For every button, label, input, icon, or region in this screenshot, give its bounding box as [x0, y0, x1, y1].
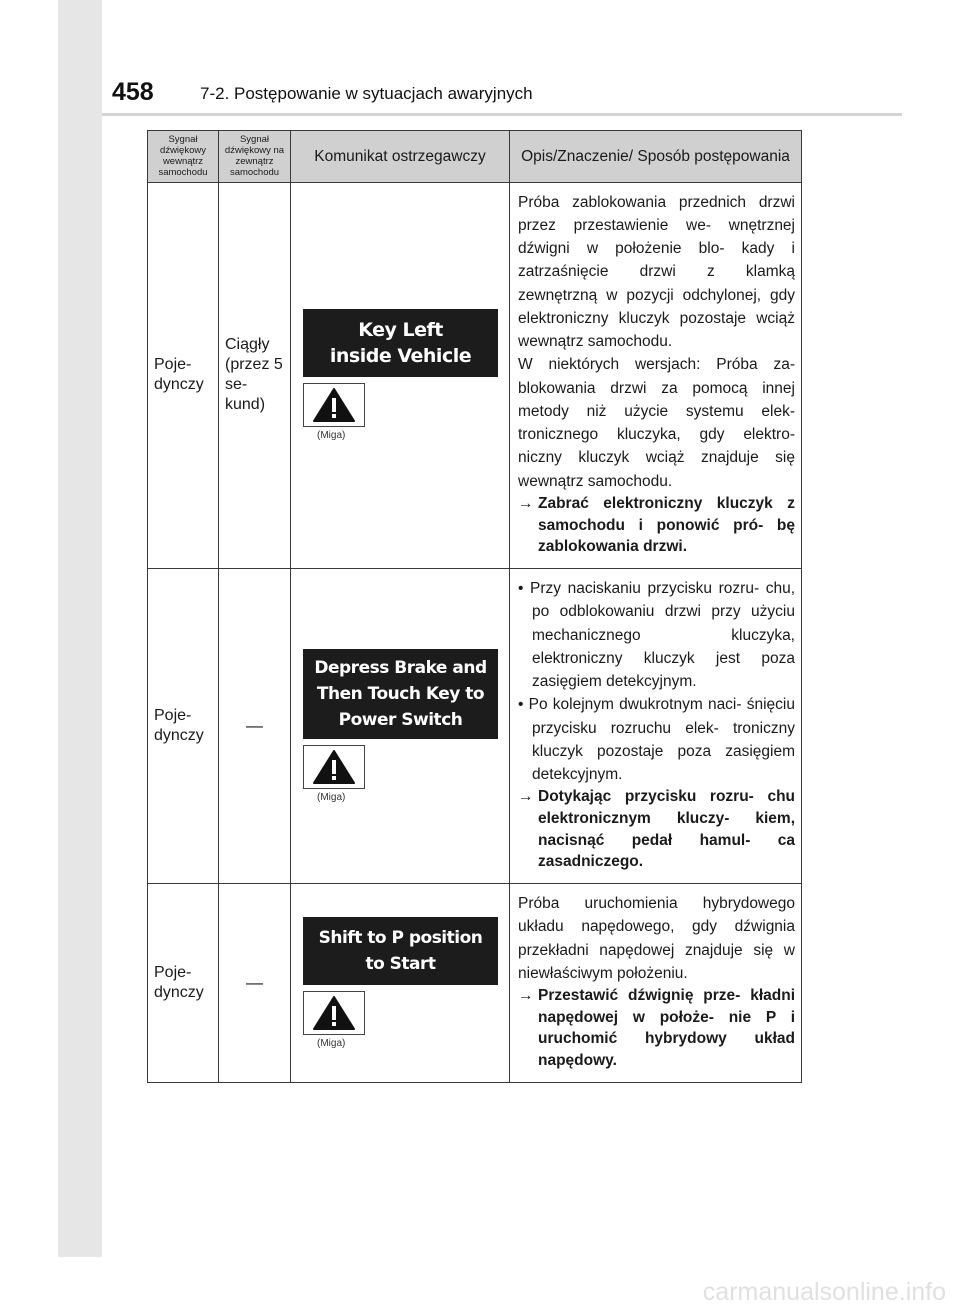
- inside-buzzer-cell: Poje- dynczy: [148, 569, 219, 884]
- warning-triangle-icon: [303, 383, 365, 427]
- message-cell: [291, 884, 510, 1083]
- table-row: [148, 569, 802, 884]
- description-text: Próba zablokowania przednich drzwi przez przestawienie we- wnętrznej dźwigni w położenie blo- kady i zatrzaśnięcie drzwi z klamką zewnętrzną w pozycji odchylonej, gdy elektroniczny kluczyk pozostaje wciąż wewnątrz samochodu.: [518, 193, 795, 351]
- flash-label: (Miga): [317, 792, 346, 803]
- col-header-outside-buzzer: Sygnał dźwiękowy na zewnątrz samochodu: [219, 131, 291, 183]
- warning-triangle-icon: [303, 991, 365, 1035]
- description-cell: [510, 569, 802, 884]
- arrow-icon: →: [518, 788, 534, 806]
- outside-buzzer-cell: —: [219, 884, 291, 1083]
- description-cell: [510, 884, 802, 1083]
- watermark: carmanualsonline.info: [702, 1278, 946, 1306]
- col-header-description: Opis/Znaczenie/ Sposób postępowania: [510, 131, 802, 183]
- outside-buzzer-cell: Ciągły (przez 5 se- kund): [219, 182, 291, 568]
- table-row: [148, 884, 802, 1083]
- warning-message-table: [147, 130, 802, 1083]
- description-text: Próba uruchomienia hybrydowego układu napędowego, gdy dźwignia przekładni napędowej znajduje się w niewłaściwym położeniu.: [518, 895, 795, 982]
- col-header-inside-buzzer: Sygnał dźwiękowy wewnątrz samochodu: [148, 131, 219, 183]
- header-rule: [102, 113, 902, 116]
- flash-label: (Miga): [317, 430, 346, 442]
- description-text: W niektórych wersjach: Próba za- blokowania drzwi za pomocą innej metody niż użycie systemu elek- tronicznego kluczyka, gdy elektro- niczny kluczyk wciąż znajduje się wewnątrz samochodu.: [518, 356, 795, 490]
- description-bullet: • Po kolejnym dwukrotnym naci- śnięciu przycisku rozruchu elek- troniczny kluczyk pozostaje poza zasięgiem detekcyjnym.: [518, 696, 795, 783]
- inside-buzzer-cell: Poje- dynczy: [148, 884, 219, 1083]
- warning-triangle-icon: [303, 745, 365, 789]
- action-text: → Zabrać elektroniczny kluczyk z samochodu i ponowić pró- bę zablokowania drzwi.: [518, 494, 795, 556]
- display-message: Key Left inside Vehicle: [303, 309, 498, 377]
- action-text: → Dotykając przycisku rozru- chu elektronicznym kluczy- kiem, nacisnąć pedał hamul- ca zasadniczego.: [518, 788, 795, 871]
- arrow-icon: →: [518, 494, 534, 512]
- description-cell: [510, 182, 802, 568]
- page-number: 458: [112, 78, 154, 106]
- message-cell: [291, 569, 510, 884]
- outside-buzzer-cell: —: [219, 569, 291, 884]
- description-bullet: • Przy naciskaniu przycisku rozru- chu, po odblokowaniu drzwi przy użyciu mechanicznego kluczyka, elektroniczny kluczyk jest poza zasięgiem detekcyjnym.: [518, 580, 796, 690]
- table-header-row: [148, 131, 802, 183]
- section-title: 7-2. Postępowanie w sytuacjach awaryjnych: [200, 84, 533, 103]
- action-text: → Przestawić dźwignię prze- kładni napędowej w położe- nie P i uruchomić hybrydowy układ napędowy.: [518, 987, 795, 1070]
- page-side-band: [58, 0, 102, 1257]
- flash-label: (Miga): [317, 1037, 346, 1049]
- inside-buzzer-cell: Poje- dynczy: [148, 182, 219, 568]
- arrow-icon: →: [518, 987, 534, 1004]
- message-cell: [291, 182, 510, 568]
- col-header-message: Komunikat ostrzegawczy: [291, 131, 510, 183]
- display-message: Depress Brake and Then Touch Key to Power Switch: [303, 649, 498, 739]
- display-message: Shift to P position to Start: [303, 917, 498, 985]
- table-row: [148, 182, 802, 568]
